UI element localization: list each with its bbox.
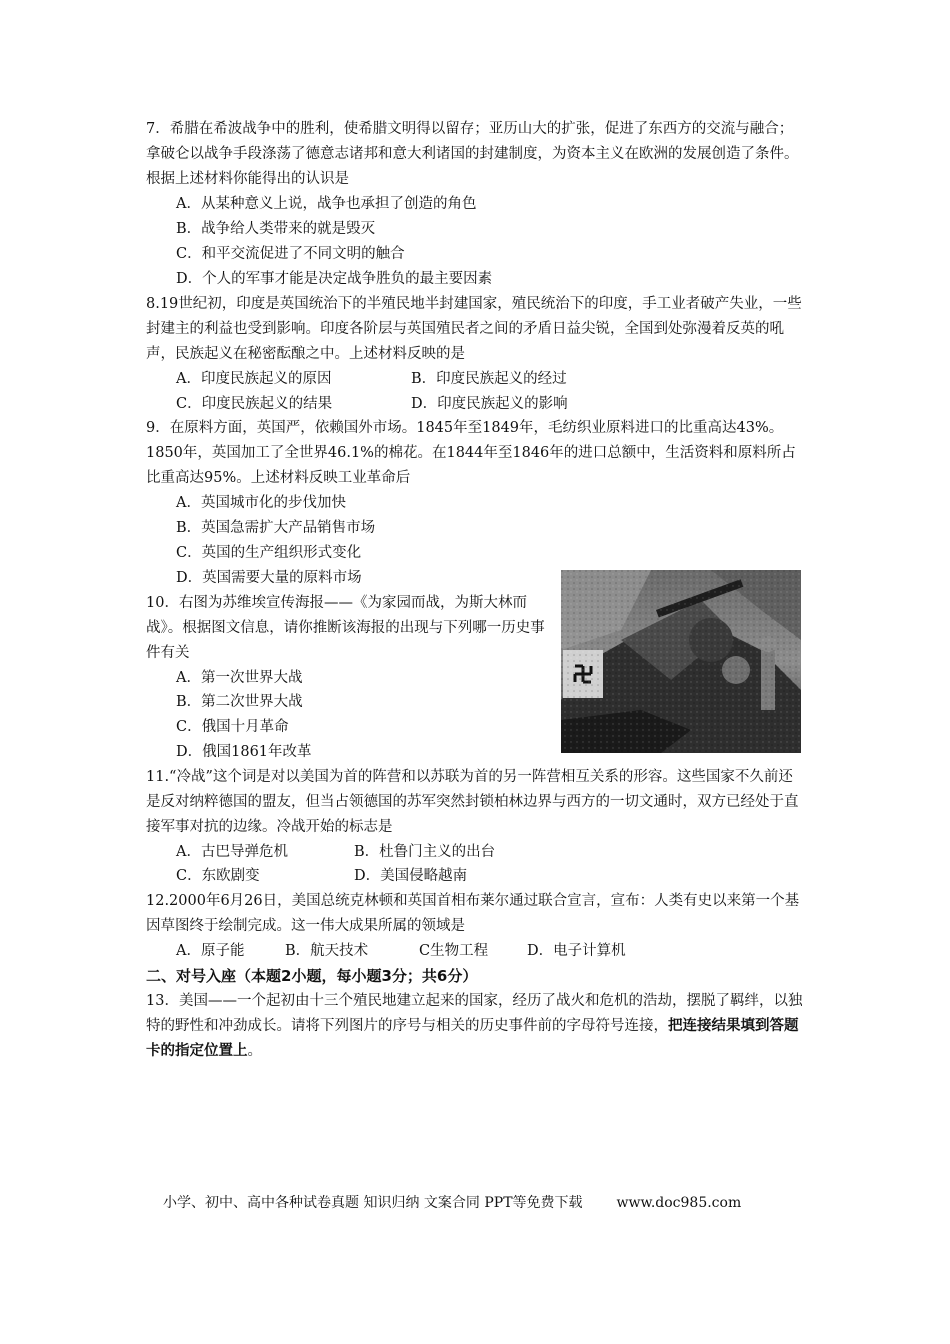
question-10-stem: 10．右图为苏维埃宣传海报——《为家园而战，为斯大林而战》。根据图文信息，请你推断该海报的出现与下列哪一历史事件有关 bbox=[146, 595, 545, 661]
question-8-option-c: C．印度民族起义的结果 bbox=[176, 396, 333, 412]
question-11-option-d: D．美国侵略越南 bbox=[354, 868, 468, 884]
question-10-option-b: B．第二次世界大战 bbox=[176, 694, 303, 710]
question-9-option-b: B．英国急需扩大产品销售市场 bbox=[176, 520, 376, 536]
question-9-stem: 9．在原料方面，英国严，依赖国外市场。1845年至1849年，毛纺织业原料进口的比重高达43%。1850年，英国加工了全世界46.1%的棉花。在1844年至1846年的进口总额中，生活资料和原料所占比重高达95%。上述材料反映工业革命后 bbox=[146, 420, 796, 486]
question-13-bold-instruction: 把连接结果填到答题卡的指定位置上 bbox=[146, 1018, 799, 1059]
question-7-stem: 7．希腊在希波战争中的胜利，使希腊文明得以留存；亚历山大的扩张，促进了东西方的交流与融合；拿破仑以战争手段涤荡了德意志诸邦和意大利诸国的封建制度，为资本主义在欧洲的发展创造了条件。根据上述材料你能得出的认识是 bbox=[146, 121, 799, 187]
question-10-option-a: A．第一次世界大战 bbox=[176, 670, 303, 686]
question-11-stem: 11.“冷战”这个词是对以美国为首的阵营和以苏联为首的另一阵营相互关系的形容。这些国家不久前还是反对纳粹德国的盟友，但当占领德国的苏军突然封锁柏林边界与西方的一切文通时，双方已经处于直接军事对抗的边缘。冷战开始的标志是 bbox=[146, 769, 799, 835]
question-12-option-c: C生物工程 bbox=[419, 943, 489, 959]
question-7-option-b: B．战争给人类带来的就是毁灭 bbox=[176, 221, 376, 237]
question-11-options-row-2 bbox=[176, 864, 467, 889]
question-8-option-d: D．印度民族起义的影响 bbox=[411, 396, 568, 412]
question-8-options-row-1 bbox=[176, 367, 567, 392]
footer-text: 小学、初中、高中各种试卷真题 知识归纳 文案合同 PPT等免费下载 bbox=[163, 1195, 583, 1211]
question-13-stem bbox=[146, 989, 806, 1064]
question-11-option-a: A．古巴导弹危机 bbox=[176, 844, 288, 860]
question-7-option-a: A．从某种意义上说，战争也承担了创造的角色 bbox=[176, 196, 477, 212]
question-11-options-row-1 bbox=[176, 840, 495, 865]
question-8-options-row-2 bbox=[176, 392, 568, 417]
question-12-option-b: B．航天技术 bbox=[285, 943, 369, 959]
question-8-option-b: B．印度民族起义的经过 bbox=[411, 371, 567, 387]
question-12-options-row bbox=[176, 939, 626, 964]
question-8-option-a: A．印度民族起义的原因 bbox=[176, 371, 332, 387]
question-12-option-a: A．原子能 bbox=[176, 943, 245, 959]
soviet-poster-photo-icon bbox=[561, 570, 801, 753]
question-7-option-d: D．个人的军事才能是决定战争胜负的最主要因素 bbox=[176, 271, 493, 287]
question-11-option-c: C．东欧剧变 bbox=[176, 868, 260, 884]
question-10-option-d: D．俄国1861年改革 bbox=[176, 744, 312, 760]
question-12-option-d: D．电子计算机 bbox=[527, 943, 626, 959]
question-13-text: 13．美国——一个起初由十三个殖民地建立起来的国家，经历了战火和危机的浩劫，摆脱了羁绊，以独特的野性和冲劲成长。请将下列图片的序号与相关的历史事件前的字母符号连接， bbox=[146, 993, 803, 1034]
question-9-option-c: C．英国的生产组织形式变化 bbox=[176, 545, 362, 561]
question-10-option-c: C．俄国十月革命 bbox=[176, 719, 289, 735]
question-13-end: 。 bbox=[247, 1043, 262, 1059]
page-footer bbox=[163, 1192, 741, 1212]
question-7-option-c: C．和平交流促进了不同文明的触合 bbox=[176, 246, 405, 262]
question-12-stem: 12.2000年6月26日，美国总统克林顿和英国首相布莱尔通过联合宣言，宣布：人类有史以来第一个基因草图终于绘制完成。这一伟大成果所属的领域是 bbox=[146, 893, 800, 934]
question-9-option-a: A．英国城市化的步伐加快 bbox=[176, 495, 346, 511]
footer-url[interactable]: www.doc985.com bbox=[616, 1195, 742, 1211]
question-8-stem: 8.19世纪初，印度是英国统治下的半殖民地半封建国家，殖民统治下的印度，手工业者破产失业，一些封建主的利益也受到影响。印度各阶层与英国殖民者之间的矛盾日益尖锐，全国到处弥漫着反英的吼声，民族起义在秘密酝酿之中。上述材料反映的是 bbox=[146, 296, 802, 362]
section-2-heading: 二、对号入座（本题2小题，每小题3分；共6分） bbox=[146, 967, 478, 985]
question-11-option-b: B．杜鲁门主义的出台 bbox=[354, 844, 496, 860]
question-9-option-d: D．英国需要大量的原料市场 bbox=[176, 570, 362, 586]
